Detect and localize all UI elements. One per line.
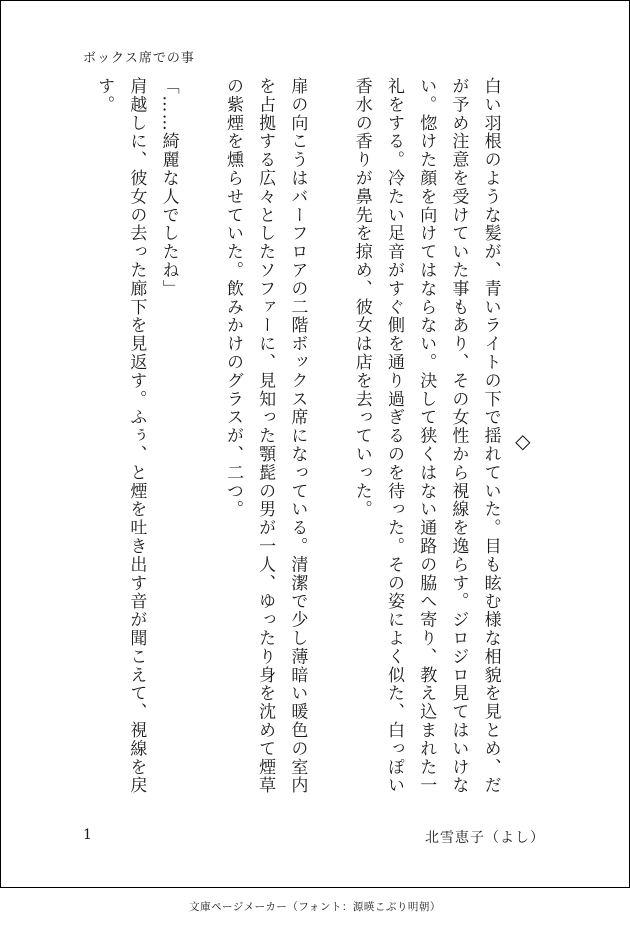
author-name: 北雪恵子（よし） (425, 830, 545, 846)
blank-line (313, 77, 345, 807)
generator-credit: 文庫ページメーカー（フォント：源暎こぶり明朝） (189, 901, 441, 913)
vertical-body-text (88, 77, 571, 807)
section-mark-diamond-icon: ◇ (510, 429, 535, 455)
paragraph-1: 白い羽根のような髪が、青いライトの下で揺れていた。目も眩む様な相貌を見とめ、だが予め注意を受けていた事もあり、その女性から視線を逸らす。ジロジロ見てはいけない。惚けた顔を向けてはならない。決して狭くはない通路の脇へ寄り、教え込まれた一礼をする。冷たい足音がすぐ側を通り過ぎるのを待った。その姿によく似た、白っぽい香水の香りが鼻先を掠め、彼女は店を去っていった。 (351, 77, 501, 795)
running-header: ボックス席での事 (83, 51, 195, 66)
page-number: 1 (83, 827, 92, 843)
dialogue-line: 「……綺麗な人でしたね」 (158, 77, 179, 298)
blank-line (185, 77, 217, 807)
blank-line (539, 77, 571, 807)
paragraph-4: 肩越しに、彼女の去った廊下を見返す。ふぅ、と煙を吐き出す音が聞こえて、視線を戻す。 (94, 77, 147, 795)
paragraph-2: 扉の向こうはバーフロアの二階ボックス席になっている。清潔で少し薄暗い暖色の室内を占拠する広々としたソファーに、見知った顎髭の男が一人、ゆったり身を沈めて煙草の紫煙を燻らせていた。飲みかけのグラスが、二つ。 (222, 77, 308, 795)
